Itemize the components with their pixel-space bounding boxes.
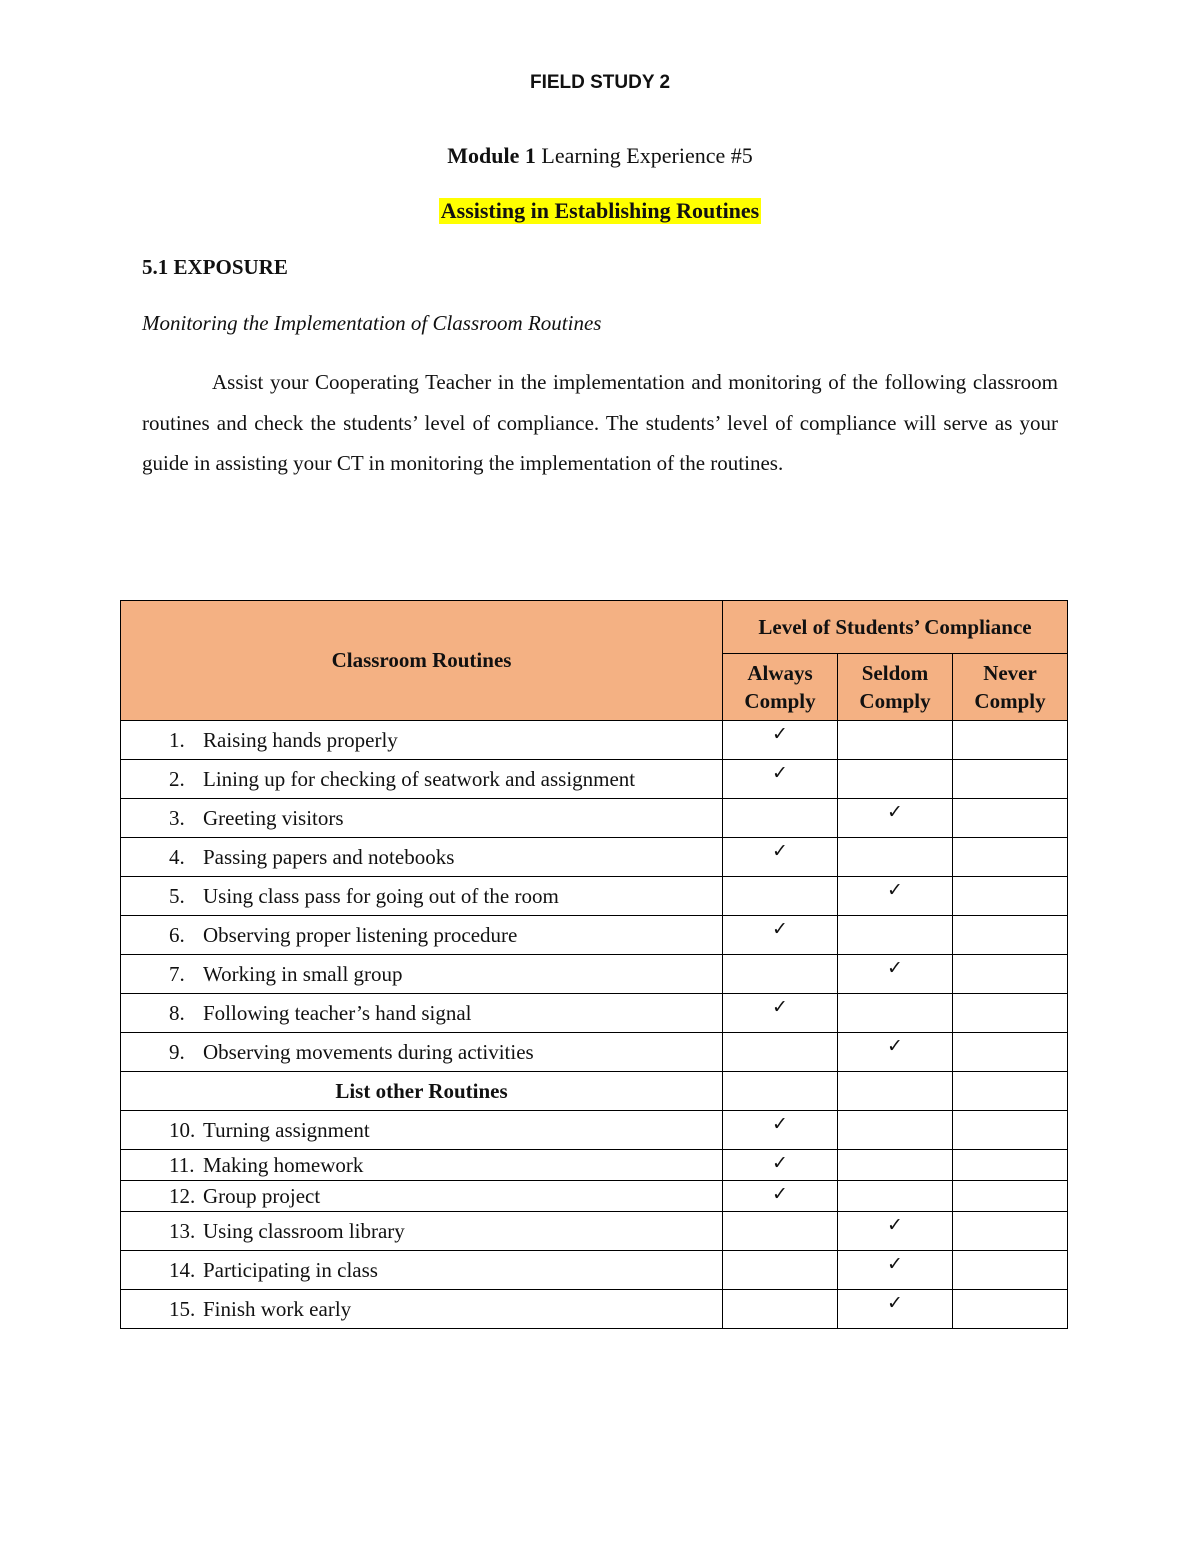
- never-comply-cell: [953, 877, 1068, 916]
- seldom-comply-cell: [838, 955, 953, 994]
- never-comply-cell: [953, 1251, 1068, 1290]
- routine-number: 14.: [169, 1257, 196, 1282]
- module-label: Module 1: [447, 143, 536, 168]
- never-comply-cell: [953, 1111, 1068, 1150]
- routine-number: 5.: [169, 883, 185, 908]
- table-row: [121, 1181, 1068, 1212]
- routine-label: Finish work early: [203, 1296, 352, 1321]
- routine-label: Group project: [203, 1183, 321, 1208]
- table-row: [121, 838, 1068, 877]
- table-row: [121, 760, 1068, 799]
- routine-label: Participating in class: [203, 1257, 378, 1282]
- never-comply-cell: [953, 1212, 1068, 1251]
- always-comply-cell: [723, 760, 838, 799]
- table-row: [121, 994, 1068, 1033]
- routine-cell: [121, 877, 723, 916]
- routine-number: 6.: [169, 922, 185, 947]
- routine-number: 2.: [169, 766, 185, 791]
- always-comply-cell: [723, 1251, 838, 1290]
- table-row: [121, 916, 1068, 955]
- routines-table-body: [121, 721, 1068, 1329]
- always-comply-cell: [723, 1290, 838, 1329]
- always-comply-cell: [723, 955, 838, 994]
- seldom-comply-cell: [838, 1290, 953, 1329]
- never-comply-cell: [953, 1033, 1068, 1072]
- never-comply-cell: [953, 1290, 1068, 1329]
- instructions-paragraph: Assist your Cooperating Teacher in the implementation and monitoring of the following classroom routines and check the students’ level of compliance. The students’ level of compliance will serve as your guide in assisting your CT in monitoring the implementation of the routines.: [142, 370, 1058, 475]
- seldom-comply-cell: [838, 838, 953, 877]
- experience-title-wrap: [0, 198, 1200, 224]
- routine-cell: [121, 838, 723, 877]
- routine-cell: [121, 1290, 723, 1329]
- table-row: [121, 1111, 1068, 1150]
- header-never-comply: Never Comply: [953, 654, 1068, 721]
- section-heading: 5.1 EXPOSURE: [142, 255, 288, 279]
- routine-label: Using classroom library: [203, 1218, 405, 1243]
- never-comply-cell: [953, 760, 1068, 799]
- check-mark-icon: ✓: [887, 957, 903, 979]
- empty-cell: [838, 1072, 953, 1111]
- table-row: [121, 799, 1068, 838]
- always-comply-cell: [723, 1181, 838, 1212]
- seldom-comply-cell: [838, 1150, 953, 1181]
- routine-label: Using class pass for going out of the room: [203, 883, 559, 908]
- routine-label: Following teacher’s hand signal: [203, 1000, 472, 1025]
- always-comply-cell: [723, 1111, 838, 1150]
- routine-number: 1.: [169, 727, 185, 752]
- table-row: [121, 1212, 1068, 1251]
- routine-number: 3.: [169, 805, 185, 830]
- check-mark-icon: ✓: [772, 1113, 788, 1135]
- check-mark-icon: ✓: [887, 1035, 903, 1057]
- routine-cell: [121, 1181, 723, 1212]
- table-row: [121, 1033, 1068, 1072]
- routine-label: Making homework: [203, 1152, 364, 1177]
- routine-label: Lining up for checking of seatwork and assignment: [203, 766, 636, 791]
- header-classroom-routines: Classroom Routines: [121, 601, 723, 721]
- list-other-routines-label: List other Routines: [121, 1072, 723, 1111]
- always-comply-cell: [723, 1033, 838, 1072]
- routines-compliance-table: [120, 600, 1068, 1329]
- module-line: [0, 143, 1200, 169]
- routine-number: 8.: [169, 1000, 185, 1025]
- routine-number: 7.: [169, 961, 185, 986]
- routine-cell: [121, 1150, 723, 1181]
- seldom-comply-cell: [838, 1251, 953, 1290]
- always-comply-cell: [723, 799, 838, 838]
- check-mark-icon: ✓: [772, 840, 788, 862]
- header-level-of-compliance: Level of Students’ Compliance: [723, 601, 1068, 654]
- always-comply-cell: [723, 994, 838, 1033]
- table-row: [121, 955, 1068, 994]
- always-comply-cell: [723, 838, 838, 877]
- seldom-comply-cell: [838, 1033, 953, 1072]
- seldom-comply-cell: [838, 877, 953, 916]
- check-mark-icon: ✓: [887, 879, 903, 901]
- table-row: [121, 877, 1068, 916]
- routine-cell: [121, 1212, 723, 1251]
- never-comply-cell: [953, 721, 1068, 760]
- routine-number: 11.: [169, 1152, 195, 1177]
- empty-cell: [723, 1072, 838, 1111]
- table-row: [121, 1251, 1068, 1290]
- check-mark-icon: ✓: [772, 723, 788, 745]
- check-mark-icon: ✓: [887, 1214, 903, 1236]
- routine-label: Observing proper listening procedure: [203, 922, 518, 947]
- check-mark-icon: ✓: [772, 918, 788, 940]
- header-seldom-comply: Seldom Comply: [838, 654, 953, 721]
- routine-cell: [121, 916, 723, 955]
- routine-label: Greeting visitors: [203, 805, 344, 830]
- seldom-comply-cell: [838, 760, 953, 799]
- routine-cell: [121, 1033, 723, 1072]
- table-row: [121, 721, 1068, 760]
- check-mark-icon: ✓: [887, 801, 903, 823]
- seldom-comply-cell: [838, 1212, 953, 1251]
- seldom-comply-cell: [838, 916, 953, 955]
- header-always-comply: Always Comply: [723, 654, 838, 721]
- check-mark-icon: ✓: [772, 762, 788, 784]
- routine-number: 12.: [169, 1183, 196, 1208]
- always-comply-cell: [723, 1150, 838, 1181]
- check-mark-icon: ✓: [772, 996, 788, 1018]
- routine-number: 9.: [169, 1039, 185, 1064]
- routine-cell: [121, 799, 723, 838]
- never-comply-cell: [953, 916, 1068, 955]
- routine-label: Working in small group: [203, 961, 403, 986]
- check-mark-icon: ✓: [887, 1292, 903, 1314]
- routine-label: Turning assignment: [203, 1117, 370, 1142]
- routine-label: Passing papers and notebooks: [203, 844, 455, 869]
- routine-label: Raising hands properly: [203, 727, 398, 752]
- table-row: [121, 1290, 1068, 1329]
- seldom-comply-cell: [838, 799, 953, 838]
- routine-number: 15.: [169, 1296, 196, 1321]
- never-comply-cell: [953, 1181, 1068, 1212]
- section-subheading: Monitoring the Implementation of Classroom Routines: [142, 311, 602, 335]
- seldom-comply-cell: [838, 1181, 953, 1212]
- never-comply-cell: [953, 1150, 1068, 1181]
- always-comply-cell: [723, 877, 838, 916]
- seldom-comply-cell: [838, 994, 953, 1033]
- routine-number: 10.: [169, 1117, 196, 1142]
- never-comply-cell: [953, 955, 1068, 994]
- routine-cell: [121, 994, 723, 1033]
- always-comply-cell: [723, 721, 838, 760]
- routine-label: Observing movements during activities: [203, 1039, 534, 1064]
- routine-cell: [121, 760, 723, 799]
- check-mark-icon: ✓: [887, 1253, 903, 1275]
- check-mark-icon: ✓: [772, 1183, 788, 1205]
- routine-number: 4.: [169, 844, 185, 869]
- always-comply-cell: [723, 916, 838, 955]
- learning-experience-label: Learning Experience #5: [535, 143, 753, 168]
- routine-cell: [121, 721, 723, 760]
- check-mark-icon: ✓: [772, 1152, 788, 1174]
- seldom-comply-cell: [838, 1111, 953, 1150]
- always-comply-cell: [723, 1212, 838, 1251]
- routine-number: 13.: [169, 1218, 196, 1243]
- never-comply-cell: [953, 799, 1068, 838]
- empty-cell: [953, 1072, 1068, 1111]
- routine-cell: [121, 955, 723, 994]
- never-comply-cell: [953, 838, 1068, 877]
- table-row: [121, 1150, 1068, 1181]
- list-other-routines-row: [121, 1072, 1068, 1111]
- routine-cell: [121, 1111, 723, 1150]
- never-comply-cell: [953, 994, 1068, 1033]
- seldom-comply-cell: [838, 721, 953, 760]
- page-header-title: FIELD STUDY 2: [529, 72, 671, 93]
- routine-cell: [121, 1251, 723, 1290]
- experience-title: Assisting in Establishing Routines: [440, 198, 760, 223]
